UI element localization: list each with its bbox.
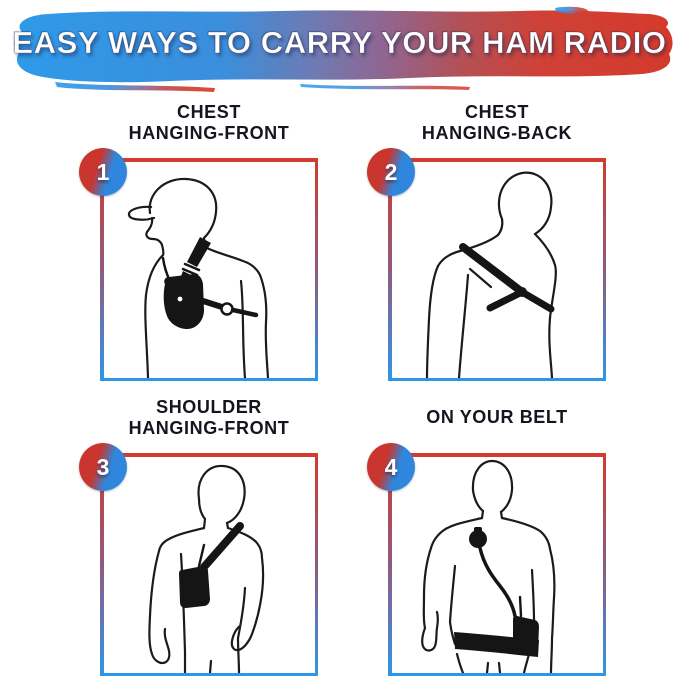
panel-title-line1: CHEST bbox=[176, 101, 241, 122]
panel-title bbox=[64, 103, 354, 143]
panel-title-line1: CHEST bbox=[464, 101, 529, 122]
panel-shoulder-hanging-front bbox=[64, 398, 354, 676]
panel-number-badge bbox=[367, 443, 415, 491]
panel-frame bbox=[384, 158, 606, 381]
panel-title bbox=[64, 398, 354, 438]
panel-chest-hanging-back bbox=[352, 103, 642, 381]
figure-radio-on-belt bbox=[392, 457, 603, 673]
panel-number: 4 bbox=[384, 453, 398, 480]
panel-number: 1 bbox=[96, 158, 110, 185]
panel-title bbox=[352, 103, 642, 143]
main-title: EASY WAYS TO CARRY YOUR HAM RADIO bbox=[12, 25, 667, 60]
panel-frame bbox=[384, 453, 606, 676]
panel-on-your-belt bbox=[352, 398, 642, 676]
panel-number-badge bbox=[367, 148, 415, 196]
panel-frame bbox=[96, 158, 318, 381]
panel-number-badge bbox=[79, 148, 127, 196]
banner bbox=[0, 0, 679, 96]
figure-chest-hanging-back bbox=[392, 162, 603, 378]
panel-title-line2: HANGING-FRONT bbox=[128, 418, 290, 438]
panel-number: 2 bbox=[384, 158, 398, 185]
panel-title-line2: HANGING-FRONT bbox=[128, 123, 290, 143]
panel-title-line1: SHOULDER bbox=[156, 396, 262, 417]
panel-title bbox=[352, 398, 642, 438]
panel-title-line2: HANGING-BACK bbox=[421, 123, 573, 143]
figure-shoulder-hanging-front bbox=[104, 457, 315, 673]
panel-title-line1: ON YOUR BELT bbox=[426, 407, 568, 428]
panel-number: 3 bbox=[96, 453, 110, 480]
panel-number-badge bbox=[79, 443, 127, 491]
panel-chest-hanging-front bbox=[64, 103, 354, 381]
panel-frame bbox=[96, 453, 318, 676]
figure-chest-hanging-front bbox=[104, 162, 315, 378]
